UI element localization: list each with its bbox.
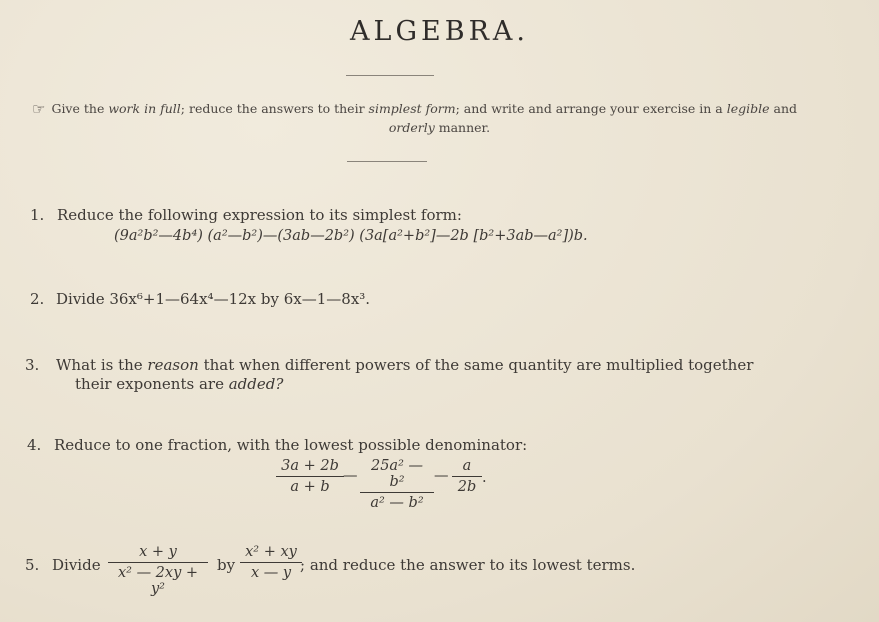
question-1-text: Reduce the following expression to its simplest form: xyxy=(57,206,462,224)
question-5-by-word: by xyxy=(217,556,236,574)
question-4-fraction-3: a 2b xyxy=(452,458,482,495)
question-4-text: Reduce to one fraction, with the lowest possible denominator: xyxy=(54,436,528,454)
question-5-number: 5. xyxy=(25,556,40,574)
question-4-operator-2: — xyxy=(434,468,449,484)
question-5-divide-word: Divide xyxy=(52,556,101,574)
question-4-end: . xyxy=(482,470,487,486)
question-2-number: 2. xyxy=(30,290,45,308)
pointing-hand-icon: ☞ xyxy=(32,100,46,118)
question-3-number: 3. xyxy=(25,356,40,374)
question-1-expression: (9a²b²—4b⁴) (a²—b²)—(3ab—2b²) (3a[a²+b²]—2b [b²+3ab—a²])b. xyxy=(114,228,588,244)
question-3-line-1: What is the reason that when different powers of the same quantity are multiplied together xyxy=(56,356,754,374)
title-divider xyxy=(346,75,434,76)
question-5-fraction-2: x² + xy x — y xyxy=(240,544,302,581)
question-4-operator-1: — xyxy=(343,468,358,484)
question-5-fraction-1: x + y x² — 2xy + y² xyxy=(108,544,208,597)
question-2-text: Divide 36x⁶+1—64x⁴—12x by 6x—1—8x³. xyxy=(56,290,371,308)
page-title: ALGEBRA. xyxy=(350,16,529,47)
question-1-number: 1. xyxy=(30,206,45,224)
question-4-number: 4. xyxy=(27,436,42,454)
instructions-line-1: ☞ Give the work in full; reduce the answers to their simplest form; and write and arrange your exercise in a legible and xyxy=(32,100,797,118)
instructions-divider xyxy=(347,161,427,162)
question-4-fraction-2: 25a² — b² a² — b² xyxy=(360,458,434,511)
question-3-line-2: their exponents are added? xyxy=(75,375,284,393)
question-4-fraction-1: 3a + 2b a + b xyxy=(276,458,344,495)
question-5-tail: ; and reduce the answer to its lowest terms. xyxy=(300,556,636,574)
instructions-line-2: orderly manner. xyxy=(388,120,491,135)
